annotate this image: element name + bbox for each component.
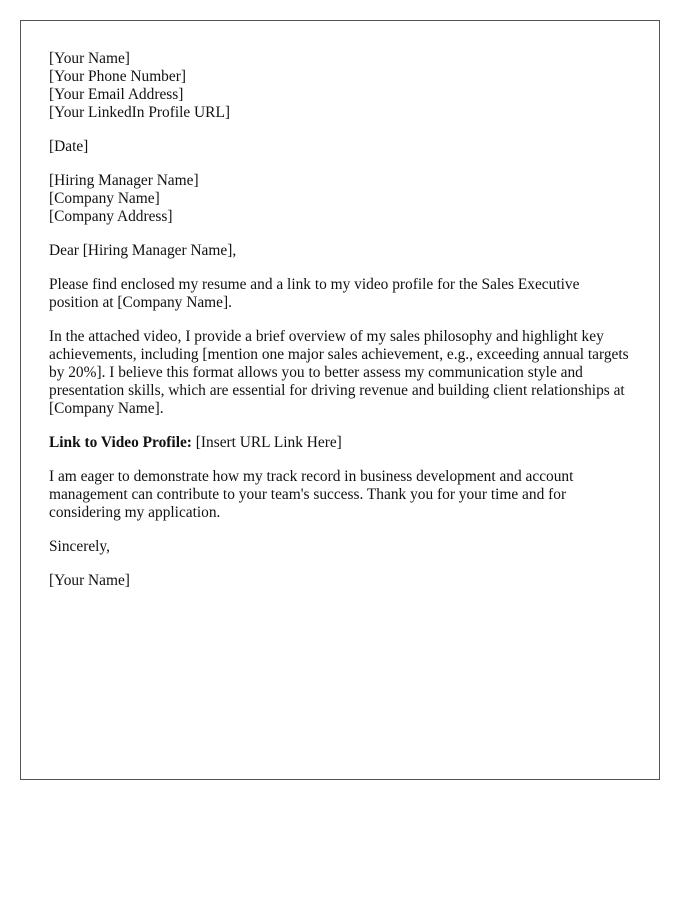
body-paragraph-2: In the attached video, I provide a brief overview of my sales philosophy and highlight key achievements, including [mention one major sales achievement, e.g., exceeding annual targets by 20%]. I believe this format allows you to better assess my communication style and presentation skills, which are essential for driving revenue and building client relationships at [Company Name]. — [49, 328, 629, 417]
closing: Sincerely, — [49, 538, 110, 555]
recipient-company: [Company Name] — [49, 190, 160, 207]
video-link-line — [49, 434, 631, 452]
body-paragraph-3: I am eager to demonstrate how my track record in business development and account management can contribute to your team's success. Thank you for your time and for considering my application. — [49, 468, 574, 521]
body-paragraph-1: Please find enclosed my resume and a link to my video profile for the Sales Executive position at [Company Name]. — [49, 276, 580, 311]
sender-phone: [Your Phone Number] — [49, 68, 186, 85]
video-link-label: Link to Video Profile: — [49, 434, 192, 451]
recipient-block — [49, 172, 631, 226]
sender-email: [Your Email Address] — [49, 86, 184, 103]
sender-name: [Your Name] — [49, 50, 130, 67]
sender-linkedin: [Your LinkedIn Profile URL] — [49, 104, 230, 121]
video-link-value: [Insert URL Link Here] — [191, 434, 342, 451]
recipient-address: [Company Address] — [49, 208, 173, 225]
date-block — [49, 138, 631, 156]
signature: [Your Name] — [49, 572, 130, 589]
sender-block — [49, 50, 631, 122]
letter-page — [20, 20, 660, 780]
letter-date: [Date] — [49, 138, 89, 155]
recipient-name: [Hiring Manager Name] — [49, 172, 199, 189]
salutation: Dear [Hiring Manager Name], — [49, 242, 237, 259]
